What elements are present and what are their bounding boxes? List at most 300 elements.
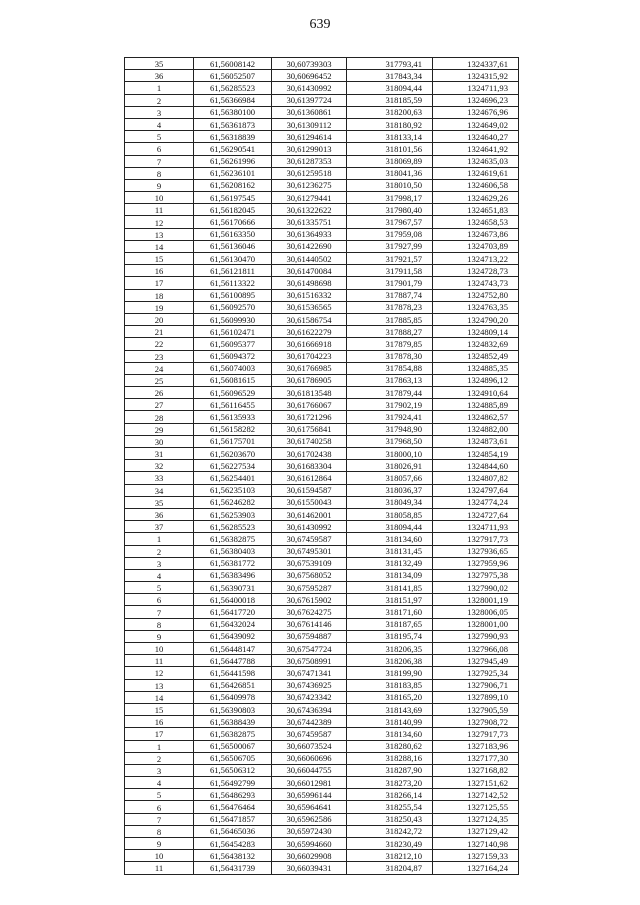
longitude-cell: 30,61299013 bbox=[272, 143, 347, 155]
latitude-cell: 61,56113322 bbox=[194, 277, 272, 289]
latitude-cell: 61,56381772 bbox=[194, 557, 272, 569]
latitude-cell: 61,56492799 bbox=[194, 777, 272, 789]
point-number-cell: 10 bbox=[125, 643, 194, 655]
latitude-cell: 61,56136046 bbox=[194, 240, 272, 252]
point-number-cell: 24 bbox=[125, 362, 194, 374]
latitude-cell: 61,56197545 bbox=[194, 192, 272, 204]
longitude-cell: 30,61322622 bbox=[272, 204, 347, 216]
latitude-cell: 61,56096529 bbox=[194, 387, 272, 399]
table-row bbox=[125, 143, 519, 155]
y-coordinate-cell: 1327183,96 bbox=[433, 740, 519, 752]
y-coordinate-cell: 1324885,89 bbox=[433, 399, 519, 411]
point-number-cell: 2 bbox=[125, 94, 194, 106]
table-row bbox=[125, 533, 519, 545]
table-row bbox=[125, 716, 519, 728]
point-number-cell: 9 bbox=[125, 838, 194, 850]
point-number-cell: 4 bbox=[125, 118, 194, 130]
latitude-cell: 61,56471857 bbox=[194, 813, 272, 825]
longitude-cell: 30,61335751 bbox=[272, 216, 347, 228]
longitude-cell: 30,67436925 bbox=[272, 679, 347, 691]
table-row bbox=[125, 703, 519, 715]
latitude-cell: 61,56476464 bbox=[194, 801, 272, 813]
table-row bbox=[125, 484, 519, 496]
latitude-cell: 61,56506312 bbox=[194, 764, 272, 776]
table-row bbox=[125, 94, 519, 106]
latitude-cell: 61,56380100 bbox=[194, 106, 272, 118]
point-number-cell: 4 bbox=[125, 569, 194, 581]
table-row bbox=[125, 472, 519, 484]
latitude-cell: 61,56500067 bbox=[194, 740, 272, 752]
x-coordinate-cell: 318036,37 bbox=[347, 484, 433, 496]
latitude-cell: 61,56175701 bbox=[194, 435, 272, 447]
latitude-cell: 61,56438132 bbox=[194, 850, 272, 862]
table-row bbox=[125, 167, 519, 179]
latitude-cell: 61,56486293 bbox=[194, 789, 272, 801]
x-coordinate-cell: 318143,69 bbox=[347, 703, 433, 715]
table-row bbox=[125, 289, 519, 301]
longitude-cell: 30,61364933 bbox=[272, 228, 347, 240]
latitude-cell: 61,56102471 bbox=[194, 326, 272, 338]
y-coordinate-cell: 1324790,20 bbox=[433, 313, 519, 325]
x-coordinate-cell: 317854,88 bbox=[347, 362, 433, 374]
point-number-cell: 8 bbox=[125, 825, 194, 837]
table-row bbox=[125, 253, 519, 265]
point-number-cell: 4 bbox=[125, 777, 194, 789]
longitude-cell: 30,61430992 bbox=[272, 82, 347, 94]
longitude-cell: 30,61440502 bbox=[272, 253, 347, 265]
point-number-cell: 14 bbox=[125, 691, 194, 703]
point-number-cell: 8 bbox=[125, 618, 194, 630]
point-number-cell: 9 bbox=[125, 179, 194, 191]
longitude-cell: 30,61786905 bbox=[272, 374, 347, 386]
y-coordinate-cell: 1327936,65 bbox=[433, 545, 519, 557]
longitude-cell: 30,61430992 bbox=[272, 521, 347, 533]
point-number-cell: 31 bbox=[125, 448, 194, 460]
longitude-cell: 30,61279441 bbox=[272, 192, 347, 204]
table-row bbox=[125, 789, 519, 801]
table-row bbox=[125, 752, 519, 764]
latitude-cell: 61,56432024 bbox=[194, 618, 272, 630]
point-number-cell: 11 bbox=[125, 204, 194, 216]
x-coordinate-cell: 317879,85 bbox=[347, 338, 433, 350]
longitude-cell: 30,61766067 bbox=[272, 399, 347, 411]
point-number-cell: 16 bbox=[125, 265, 194, 277]
x-coordinate-cell: 318010,50 bbox=[347, 179, 433, 191]
point-number-cell: 6 bbox=[125, 594, 194, 606]
x-coordinate-cell: 318280,62 bbox=[347, 740, 433, 752]
table-row bbox=[125, 728, 519, 740]
y-coordinate-cell: 1324763,35 bbox=[433, 301, 519, 313]
y-coordinate-cell: 1327975,38 bbox=[433, 569, 519, 581]
longitude-cell: 30,61594587 bbox=[272, 484, 347, 496]
x-coordinate-cell: 318250,43 bbox=[347, 813, 433, 825]
longitude-cell: 30,61813548 bbox=[272, 387, 347, 399]
table-row bbox=[125, 82, 519, 94]
point-number-cell: 7 bbox=[125, 155, 194, 167]
table-row bbox=[125, 118, 519, 130]
y-coordinate-cell: 1327151,62 bbox=[433, 777, 519, 789]
y-coordinate-cell: 1324896,12 bbox=[433, 374, 519, 386]
latitude-cell: 61,56170666 bbox=[194, 216, 272, 228]
longitude-cell: 30,67508991 bbox=[272, 655, 347, 667]
point-number-cell: 5 bbox=[125, 131, 194, 143]
latitude-cell: 61,56431739 bbox=[194, 862, 272, 874]
latitude-cell: 61,56285523 bbox=[194, 521, 272, 533]
point-number-cell: 17 bbox=[125, 277, 194, 289]
longitude-cell: 30,67459587 bbox=[272, 728, 347, 740]
x-coordinate-cell: 318287,90 bbox=[347, 764, 433, 776]
latitude-cell: 61,56235103 bbox=[194, 484, 272, 496]
table-row bbox=[125, 740, 519, 752]
latitude-cell: 61,56417720 bbox=[194, 606, 272, 618]
point-number-cell: 17 bbox=[125, 728, 194, 740]
table-row bbox=[125, 618, 519, 630]
y-coordinate-cell: 1327990,93 bbox=[433, 630, 519, 642]
y-coordinate-cell: 1327917,73 bbox=[433, 533, 519, 545]
point-number-cell: 11 bbox=[125, 655, 194, 667]
table-row bbox=[125, 777, 519, 789]
y-coordinate-cell: 1324743,73 bbox=[433, 277, 519, 289]
point-number-cell: 20 bbox=[125, 313, 194, 325]
longitude-cell: 30,67423342 bbox=[272, 691, 347, 703]
x-coordinate-cell: 317879,44 bbox=[347, 387, 433, 399]
x-coordinate-cell: 318026,91 bbox=[347, 460, 433, 472]
y-coordinate-cell: 1324696,23 bbox=[433, 94, 519, 106]
y-coordinate-cell: 1324651,83 bbox=[433, 204, 519, 216]
page-number: 639 bbox=[309, 17, 331, 32]
point-number-cell: 15 bbox=[125, 253, 194, 265]
y-coordinate-cell: 1324640,27 bbox=[433, 131, 519, 143]
latitude-cell: 61,56130470 bbox=[194, 253, 272, 265]
latitude-cell: 61,56441598 bbox=[194, 667, 272, 679]
longitude-cell: 30,67459587 bbox=[272, 533, 347, 545]
point-number-cell: 3 bbox=[125, 764, 194, 776]
latitude-cell: 61,56100895 bbox=[194, 289, 272, 301]
y-coordinate-cell: 1324703,89 bbox=[433, 240, 519, 252]
y-coordinate-cell: 1324641,92 bbox=[433, 143, 519, 155]
x-coordinate-cell: 318094,44 bbox=[347, 82, 433, 94]
point-number-cell: 25 bbox=[125, 374, 194, 386]
point-number-cell: 5 bbox=[125, 789, 194, 801]
longitude-cell: 30,65962586 bbox=[272, 813, 347, 825]
longitude-cell: 30,61766985 bbox=[272, 362, 347, 374]
y-coordinate-cell: 1324728,73 bbox=[433, 265, 519, 277]
latitude-cell: 61,56400018 bbox=[194, 594, 272, 606]
y-coordinate-cell: 1324752,80 bbox=[433, 289, 519, 301]
x-coordinate-cell: 318057,66 bbox=[347, 472, 433, 484]
x-coordinate-cell: 318206,38 bbox=[347, 655, 433, 667]
latitude-cell: 61,56203670 bbox=[194, 448, 272, 460]
x-coordinate-cell: 317911,58 bbox=[347, 265, 433, 277]
y-coordinate-cell: 1324673,86 bbox=[433, 228, 519, 240]
y-coordinate-cell: 1324711,93 bbox=[433, 521, 519, 533]
y-coordinate-cell: 1324809,14 bbox=[433, 326, 519, 338]
latitude-cell: 61,56290541 bbox=[194, 143, 272, 155]
latitude-cell: 61,56261996 bbox=[194, 155, 272, 167]
latitude-cell: 61,56366984 bbox=[194, 94, 272, 106]
x-coordinate-cell: 317885,85 bbox=[347, 313, 433, 325]
longitude-cell: 30,61586754 bbox=[272, 313, 347, 325]
y-coordinate-cell: 1327164,24 bbox=[433, 862, 519, 874]
point-number-cell: 9 bbox=[125, 630, 194, 642]
latitude-cell: 61,56121811 bbox=[194, 265, 272, 277]
longitude-cell: 30,65964641 bbox=[272, 801, 347, 813]
x-coordinate-cell: 318134,60 bbox=[347, 728, 433, 740]
longitude-cell: 30,66039431 bbox=[272, 862, 347, 874]
table-row bbox=[125, 106, 519, 118]
latitude-cell: 61,56246282 bbox=[194, 496, 272, 508]
y-coordinate-cell: 1324629,26 bbox=[433, 192, 519, 204]
coordinates-table bbox=[124, 57, 519, 875]
point-number-cell: 8 bbox=[125, 167, 194, 179]
x-coordinate-cell: 317927,99 bbox=[347, 240, 433, 252]
x-coordinate-cell: 318187,65 bbox=[347, 618, 433, 630]
x-coordinate-cell: 317888,27 bbox=[347, 326, 433, 338]
longitude-cell: 30,61702438 bbox=[272, 448, 347, 460]
x-coordinate-cell: 318273,20 bbox=[347, 777, 433, 789]
y-coordinate-cell: 1327966,08 bbox=[433, 643, 519, 655]
point-number-cell: 23 bbox=[125, 350, 194, 362]
table-row bbox=[125, 240, 519, 252]
x-coordinate-cell: 318133,14 bbox=[347, 131, 433, 143]
longitude-cell: 30,67442389 bbox=[272, 716, 347, 728]
x-coordinate-cell: 318141,85 bbox=[347, 582, 433, 594]
table-row bbox=[125, 374, 519, 386]
longitude-cell: 30,67568052 bbox=[272, 569, 347, 581]
latitude-cell: 61,56390731 bbox=[194, 582, 272, 594]
table-row bbox=[125, 801, 519, 813]
latitude-cell: 61,56382875 bbox=[194, 728, 272, 740]
y-coordinate-cell: 1324713,22 bbox=[433, 253, 519, 265]
x-coordinate-cell: 317887,74 bbox=[347, 289, 433, 301]
latitude-cell: 61,56361873 bbox=[194, 118, 272, 130]
point-number-cell: 35 bbox=[125, 496, 194, 508]
longitude-cell: 30,67595287 bbox=[272, 582, 347, 594]
longitude-cell: 30,61470084 bbox=[272, 265, 347, 277]
table-row bbox=[125, 691, 519, 703]
longitude-cell: 30,61536565 bbox=[272, 301, 347, 313]
latitude-cell: 61,56382875 bbox=[194, 533, 272, 545]
table-row bbox=[125, 131, 519, 143]
x-coordinate-cell: 317959,08 bbox=[347, 228, 433, 240]
longitude-cell: 30,61516332 bbox=[272, 289, 347, 301]
latitude-cell: 61,56074003 bbox=[194, 362, 272, 374]
y-coordinate-cell: 1324774,24 bbox=[433, 496, 519, 508]
table-row bbox=[125, 496, 519, 508]
longitude-cell: 30,61550043 bbox=[272, 496, 347, 508]
y-coordinate-cell: 1324676,96 bbox=[433, 106, 519, 118]
table-row bbox=[125, 825, 519, 837]
latitude-cell: 61,56254401 bbox=[194, 472, 272, 484]
point-number-cell: 34 bbox=[125, 484, 194, 496]
x-coordinate-cell: 318069,89 bbox=[347, 155, 433, 167]
x-coordinate-cell: 318041,36 bbox=[347, 167, 433, 179]
latitude-cell: 61,56208162 bbox=[194, 179, 272, 191]
latitude-cell: 61,56253903 bbox=[194, 508, 272, 520]
y-coordinate-cell: 1324885,35 bbox=[433, 362, 519, 374]
x-coordinate-cell: 318200,63 bbox=[347, 106, 433, 118]
x-coordinate-cell: 318255,54 bbox=[347, 801, 433, 813]
longitude-cell: 30,67471341 bbox=[272, 667, 347, 679]
x-coordinate-cell: 318140,99 bbox=[347, 716, 433, 728]
longitude-cell: 30,67539109 bbox=[272, 557, 347, 569]
x-coordinate-cell: 318165,20 bbox=[347, 691, 433, 703]
latitude-cell: 61,56380403 bbox=[194, 545, 272, 557]
y-coordinate-cell: 1324844,60 bbox=[433, 460, 519, 472]
y-coordinate-cell: 1327908,72 bbox=[433, 716, 519, 728]
table-row bbox=[125, 58, 519, 70]
table-row bbox=[125, 630, 519, 642]
point-number-cell: 7 bbox=[125, 813, 194, 825]
x-coordinate-cell: 318134,60 bbox=[347, 533, 433, 545]
y-coordinate-cell: 1324606,58 bbox=[433, 179, 519, 191]
table-row bbox=[125, 435, 519, 447]
y-coordinate-cell: 1324649,02 bbox=[433, 118, 519, 130]
point-number-cell: 21 bbox=[125, 326, 194, 338]
x-coordinate-cell: 318058,85 bbox=[347, 508, 433, 520]
longitude-cell: 30,61397724 bbox=[272, 94, 347, 106]
longitude-cell: 30,67495301 bbox=[272, 545, 347, 557]
x-coordinate-cell: 317878,23 bbox=[347, 301, 433, 313]
y-coordinate-cell: 1327129,42 bbox=[433, 825, 519, 837]
y-coordinate-cell: 1324619,61 bbox=[433, 167, 519, 179]
table-row bbox=[125, 387, 519, 399]
y-coordinate-cell: 1324832,69 bbox=[433, 338, 519, 350]
point-number-cell: 10 bbox=[125, 850, 194, 862]
x-coordinate-cell: 318266,14 bbox=[347, 789, 433, 801]
y-coordinate-cell: 1324852,49 bbox=[433, 350, 519, 362]
point-number-cell: 6 bbox=[125, 143, 194, 155]
point-number-cell: 7 bbox=[125, 606, 194, 618]
y-coordinate-cell: 1324337,61 bbox=[433, 58, 519, 70]
longitude-cell: 30,67594887 bbox=[272, 630, 347, 642]
y-coordinate-cell: 1327125,55 bbox=[433, 801, 519, 813]
y-coordinate-cell: 1324862,57 bbox=[433, 411, 519, 423]
point-number-cell: 1 bbox=[125, 82, 194, 94]
x-coordinate-cell: 317843,34 bbox=[347, 70, 433, 82]
y-coordinate-cell: 1324854,19 bbox=[433, 448, 519, 460]
longitude-cell: 30,60696452 bbox=[272, 70, 347, 82]
y-coordinate-cell: 1327899,10 bbox=[433, 691, 519, 703]
longitude-cell: 30,66012981 bbox=[272, 777, 347, 789]
longitude-cell: 30,67547724 bbox=[272, 643, 347, 655]
y-coordinate-cell: 1327177,30 bbox=[433, 752, 519, 764]
table-row bbox=[125, 838, 519, 850]
y-coordinate-cell: 1327959,96 bbox=[433, 557, 519, 569]
table-row bbox=[125, 813, 519, 825]
longitude-cell: 30,66029908 bbox=[272, 850, 347, 862]
table-row bbox=[125, 655, 519, 667]
table-row bbox=[125, 411, 519, 423]
point-number-cell: 32 bbox=[125, 460, 194, 472]
latitude-cell: 61,56506705 bbox=[194, 752, 272, 764]
point-number-cell: 15 bbox=[125, 703, 194, 715]
table-row bbox=[125, 313, 519, 325]
longitude-cell: 30,61287353 bbox=[272, 155, 347, 167]
latitude-cell: 61,56383496 bbox=[194, 569, 272, 581]
table-row bbox=[125, 582, 519, 594]
longitude-cell: 30,66073524 bbox=[272, 740, 347, 752]
table-row bbox=[125, 350, 519, 362]
point-number-cell: 30 bbox=[125, 435, 194, 447]
table-row bbox=[125, 228, 519, 240]
point-number-cell: 14 bbox=[125, 240, 194, 252]
latitude-cell: 61,56409978 bbox=[194, 691, 272, 703]
y-coordinate-cell: 1324315,92 bbox=[433, 70, 519, 82]
y-coordinate-cell: 1324910,64 bbox=[433, 387, 519, 399]
table-row bbox=[125, 545, 519, 557]
y-coordinate-cell: 1327142,52 bbox=[433, 789, 519, 801]
table-row bbox=[125, 667, 519, 679]
latitude-cell: 61,56465036 bbox=[194, 825, 272, 837]
table-row bbox=[125, 448, 519, 460]
latitude-cell: 61,56426851 bbox=[194, 679, 272, 691]
point-number-cell: 29 bbox=[125, 423, 194, 435]
longitude-cell: 30,67615902 bbox=[272, 594, 347, 606]
longitude-cell: 30,61360861 bbox=[272, 106, 347, 118]
point-number-cell: 27 bbox=[125, 399, 194, 411]
x-coordinate-cell: 317878,30 bbox=[347, 350, 433, 362]
longitude-cell: 30,61294614 bbox=[272, 131, 347, 143]
x-coordinate-cell: 318134,09 bbox=[347, 569, 433, 581]
table-row bbox=[125, 216, 519, 228]
x-coordinate-cell: 317948,90 bbox=[347, 423, 433, 435]
point-number-cell: 13 bbox=[125, 228, 194, 240]
point-number-cell: 36 bbox=[125, 508, 194, 520]
x-coordinate-cell: 317901,79 bbox=[347, 277, 433, 289]
longitude-cell: 30,61236275 bbox=[272, 179, 347, 191]
point-number-cell: 36 bbox=[125, 70, 194, 82]
y-coordinate-cell: 1328001,19 bbox=[433, 594, 519, 606]
point-number-cell: 6 bbox=[125, 801, 194, 813]
table-row bbox=[125, 460, 519, 472]
x-coordinate-cell: 318101,56 bbox=[347, 143, 433, 155]
y-coordinate-cell: 1324882,00 bbox=[433, 423, 519, 435]
x-coordinate-cell: 317863,13 bbox=[347, 374, 433, 386]
longitude-cell: 30,61612864 bbox=[272, 472, 347, 484]
point-number-cell: 19 bbox=[125, 301, 194, 313]
longitude-cell: 30,65996144 bbox=[272, 789, 347, 801]
point-number-cell: 37 bbox=[125, 521, 194, 533]
latitude-cell: 61,56099930 bbox=[194, 313, 272, 325]
point-number-cell: 5 bbox=[125, 582, 194, 594]
x-coordinate-cell: 318151,97 bbox=[347, 594, 433, 606]
latitude-cell: 61,56158282 bbox=[194, 423, 272, 435]
latitude-cell: 61,56116455 bbox=[194, 399, 272, 411]
longitude-cell: 30,65994660 bbox=[272, 838, 347, 850]
longitude-cell: 30,67436394 bbox=[272, 703, 347, 715]
point-number-cell: 1 bbox=[125, 740, 194, 752]
longitude-cell: 30,61498698 bbox=[272, 277, 347, 289]
y-coordinate-cell: 1327124,35 bbox=[433, 813, 519, 825]
x-coordinate-cell: 318180,92 bbox=[347, 118, 433, 130]
x-coordinate-cell: 317967,57 bbox=[347, 216, 433, 228]
y-coordinate-cell: 1327945,49 bbox=[433, 655, 519, 667]
table-row bbox=[125, 192, 519, 204]
point-number-cell: 3 bbox=[125, 557, 194, 569]
point-number-cell: 2 bbox=[125, 752, 194, 764]
longitude-cell: 30,66060696 bbox=[272, 752, 347, 764]
table-row bbox=[125, 423, 519, 435]
x-coordinate-cell: 318185,59 bbox=[347, 94, 433, 106]
x-coordinate-cell: 318171,60 bbox=[347, 606, 433, 618]
point-number-cell: 2 bbox=[125, 545, 194, 557]
latitude-cell: 61,56388439 bbox=[194, 716, 272, 728]
point-number-cell: 28 bbox=[125, 411, 194, 423]
x-coordinate-cell: 318242,72 bbox=[347, 825, 433, 837]
longitude-cell: 30,61422690 bbox=[272, 240, 347, 252]
y-coordinate-cell: 1327925,34 bbox=[433, 667, 519, 679]
